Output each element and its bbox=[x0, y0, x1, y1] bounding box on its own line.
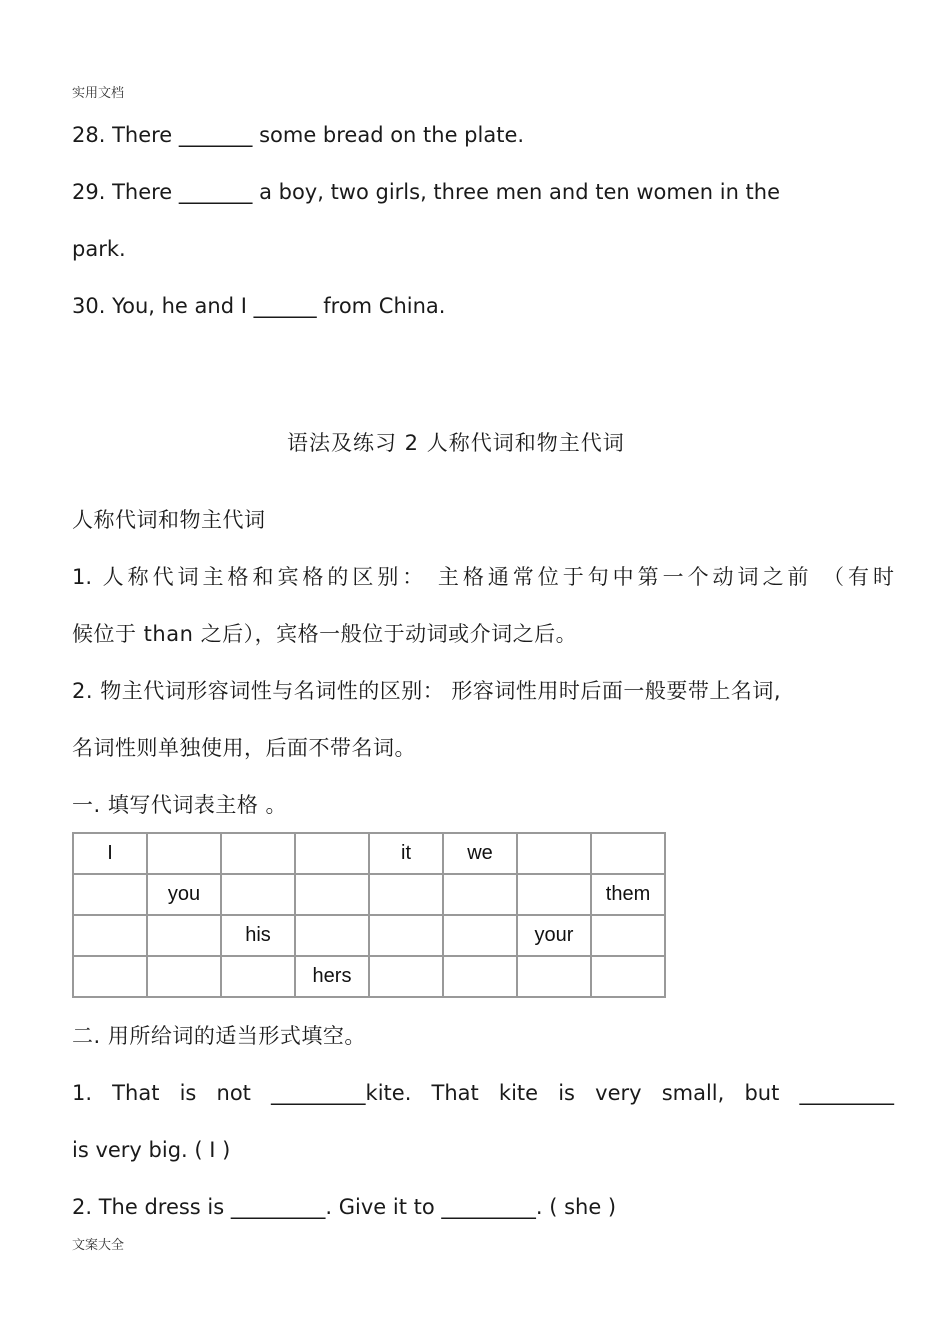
table-cell[interactable] bbox=[73, 915, 147, 956]
table-cell[interactable] bbox=[591, 956, 665, 997]
exercise-2-item-1: 1. That is not _________kite. That kite is very small, but _________ bbox=[72, 1081, 894, 1105]
question-29-continued: park. bbox=[72, 237, 126, 261]
footer-label: 文案大全 bbox=[72, 1238, 125, 1253]
rule-1-line-1: 1. 人称代词主格和宾格的区别： 主格通常位于句中第一个动词之前 （有时 bbox=[72, 565, 894, 589]
exercise-2-item-2: 2. The dress is _________. Give it to _________. ( she ) bbox=[72, 1195, 617, 1219]
table-cell[interactable]: you bbox=[147, 874, 221, 915]
table-cell[interactable] bbox=[295, 915, 369, 956]
table-cell[interactable] bbox=[369, 956, 443, 997]
table-cell[interactable] bbox=[221, 874, 295, 915]
table-row bbox=[73, 833, 665, 874]
table-cell[interactable] bbox=[295, 833, 369, 874]
table-cell[interactable] bbox=[591, 833, 665, 874]
rule-2-line-1: 2. 物主代词形容词性与名词性的区别： 形容词性用时后面一般要带上名词, bbox=[72, 679, 782, 703]
section-title: 语法及练习 2 人称代词和物主代词 bbox=[287, 431, 625, 455]
table-cell[interactable] bbox=[73, 956, 147, 997]
question-30: 30. You, he and I ______ from China. bbox=[72, 294, 446, 318]
table-row bbox=[73, 874, 665, 915]
table-cell[interactable] bbox=[369, 874, 443, 915]
table-cell[interactable] bbox=[73, 874, 147, 915]
table-cell[interactable]: we bbox=[443, 833, 517, 874]
rule-1-line-2: 候位于 than 之后），宾格一般位于动词或介词之后。 bbox=[72, 622, 578, 646]
exercise-1-heading: 一. 填写代词表主格 。 bbox=[72, 793, 288, 817]
table-cell[interactable]: his bbox=[221, 915, 295, 956]
table-cell[interactable]: your bbox=[517, 915, 591, 956]
table-cell[interactable] bbox=[221, 956, 295, 997]
table-cell[interactable] bbox=[369, 915, 443, 956]
table-cell[interactable]: them bbox=[591, 874, 665, 915]
table-cell[interactable]: it bbox=[369, 833, 443, 874]
question-28: 28. There _______ some bread on the plate. bbox=[72, 123, 525, 147]
table-cell[interactable]: I bbox=[73, 833, 147, 874]
table-cell[interactable] bbox=[517, 833, 591, 874]
table-cell[interactable] bbox=[591, 915, 665, 956]
table-cell[interactable] bbox=[443, 915, 517, 956]
table-cell[interactable] bbox=[147, 956, 221, 997]
table-cell[interactable]: hers bbox=[295, 956, 369, 997]
table-cell[interactable] bbox=[221, 833, 295, 874]
question-29: 29. There _______ a boy, two girls, three men and ten women in the bbox=[72, 180, 781, 204]
exercise-2-item-1-continued: is very big. ( I ) bbox=[72, 1138, 231, 1162]
table-cell[interactable] bbox=[517, 956, 591, 997]
exercise-2-heading: 二. 用所给词的适当形式填空。 bbox=[72, 1024, 366, 1048]
table-row bbox=[73, 956, 665, 997]
table-cell[interactable] bbox=[147, 915, 221, 956]
rule-2-line-2: 名词性则单独使用，后面不带名词。 bbox=[72, 736, 416, 760]
table-cell[interactable] bbox=[517, 874, 591, 915]
header-label: 实用文档 bbox=[72, 86, 125, 101]
table-row bbox=[73, 915, 665, 956]
table-cell[interactable] bbox=[147, 833, 221, 874]
table-cell[interactable] bbox=[295, 874, 369, 915]
table-cell[interactable] bbox=[443, 956, 517, 997]
pronoun-table bbox=[72, 832, 666, 998]
subheading: 人称代词和物主代词 bbox=[72, 508, 266, 532]
table-cell[interactable] bbox=[443, 874, 517, 915]
